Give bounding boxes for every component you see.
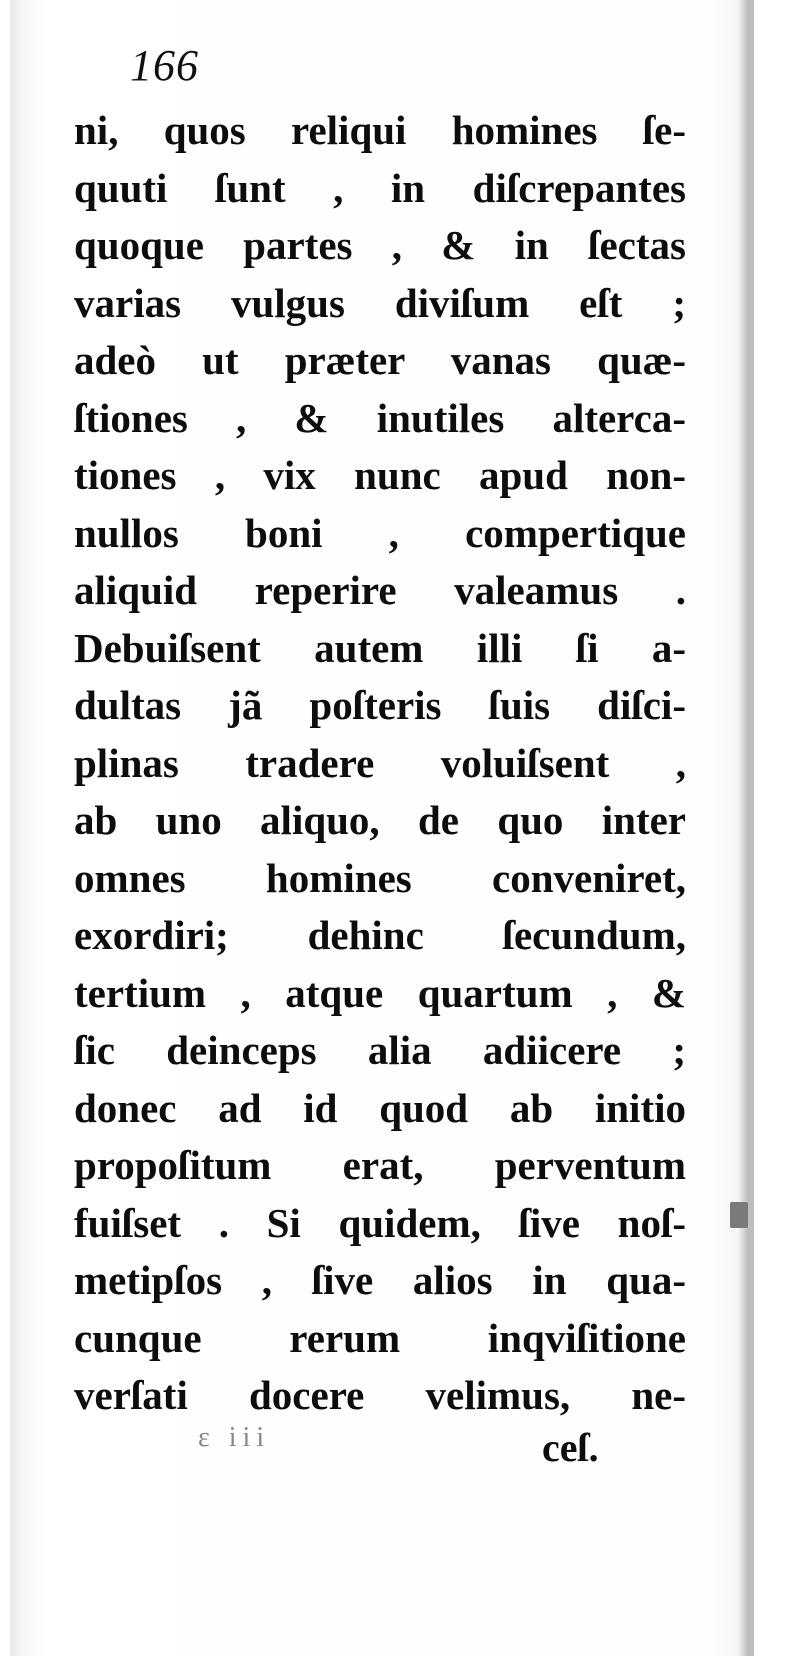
text-line: varias vulgus diviſum eſt ; bbox=[74, 279, 686, 326]
text-line: Debuiſsent autem illi ſi a- bbox=[74, 624, 686, 671]
page-number: 166 bbox=[130, 41, 199, 90]
footer-row bbox=[74, 1418, 686, 1478]
text-line: tiones , vix nunc apud non- bbox=[74, 452, 686, 498]
text-line: ab uno aliquo, de quo inter bbox=[74, 797, 686, 843]
text-line: dultas jã poſteris ſuis diſci- bbox=[74, 682, 686, 728]
page-tab-mark bbox=[730, 1202, 748, 1228]
text-line: fuiſset . Si quidem, ſive noſ- bbox=[74, 1199, 686, 1246]
text-line: tertium , atque quartum , & bbox=[74, 969, 686, 1016]
text-line: metipſos , ſive alios in qua- bbox=[74, 1257, 686, 1303]
text-line: donec ad id quod ab initio bbox=[74, 1084, 686, 1131]
book-page bbox=[10, 0, 774, 1656]
text-line: aliquid reperire valeamus . bbox=[74, 567, 686, 613]
text-line: exordiri; dehinc ſecundum, bbox=[74, 912, 686, 958]
text-line: cunque rerum inqviſitione bbox=[74, 1314, 686, 1361]
text-line: ni, quos reliqui homines ſe- bbox=[74, 107, 686, 153]
text-line: quoque partes , & in ſectas bbox=[74, 222, 686, 268]
text-line: adeò ut præter vanas quæ- bbox=[74, 337, 686, 383]
text-line: omnes homines conveniret, bbox=[74, 854, 686, 901]
signature-mark: ε iii bbox=[198, 1422, 271, 1453]
text-line: ſic deinceps alia adiicere ; bbox=[74, 1027, 686, 1073]
text-line: propoſitum erat, perventum bbox=[74, 1142, 686, 1188]
catchword: ceſ. bbox=[542, 1425, 599, 1470]
text-line: ſtiones , & inutiles alterca- bbox=[74, 394, 686, 441]
text-line: quuti ſunt , in diſcrepantes bbox=[74, 164, 686, 211]
body-text bbox=[74, 102, 686, 1425]
text-line: nullos boni , compertique bbox=[74, 509, 686, 556]
page-margin-right bbox=[754, 0, 774, 1656]
text-line: plinas tradere voluiſsent , bbox=[74, 739, 686, 786]
page-edge-shadow bbox=[738, 0, 748, 1656]
text-line: verſati docere velimus, ne- bbox=[74, 1372, 686, 1418]
